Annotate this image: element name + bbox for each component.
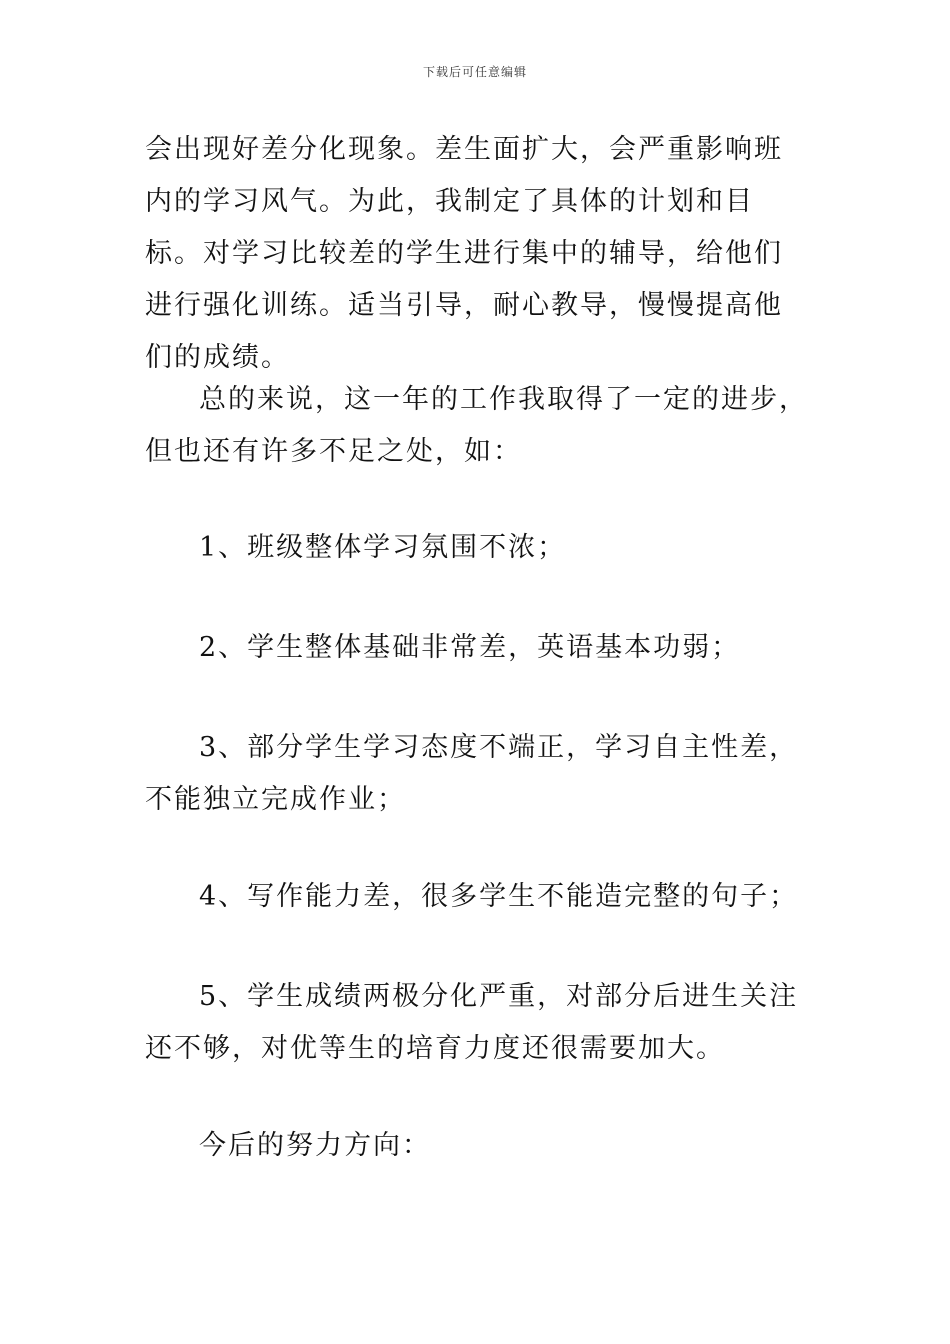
paragraph-continuation: 会出现好差分化现象。差生面扩大，会严重影响班内的学习风气。为此，我制定了具体的计划和目标。对学习比较差的学生进行集中的辅导，给他们进行强化训练。适当引导，耐心教导，慢慢提高他们的成绩。 bbox=[145, 134, 783, 373]
header-note: 下载后可任意编辑 bbox=[422, 65, 527, 79]
list-item-4: 4、写作能力差，很多学生不能造完整的句子； bbox=[199, 881, 799, 912]
list-item-1: 1、班级整体学习氛围不浓； bbox=[199, 532, 567, 563]
paragraph-summary: 总的来说，这一年的工作我取得了一定的进步，但也还有许多不足之处，如： bbox=[145, 384, 808, 467]
list-item-3: 3、部分学生学习态度不端正，学习自主性差，不能独立完成作业； bbox=[145, 732, 799, 815]
paragraph-future-direction: 今后的努力方向： bbox=[199, 1130, 431, 1161]
list-item-2: 2、学生整体基础非常差，英语基本功弱； bbox=[199, 632, 741, 663]
list-item-5: 5、学生成绩两极分化严重，对部分后进生关注还不够，对优等生的培育力度还很需要加大。 bbox=[145, 981, 799, 1064]
